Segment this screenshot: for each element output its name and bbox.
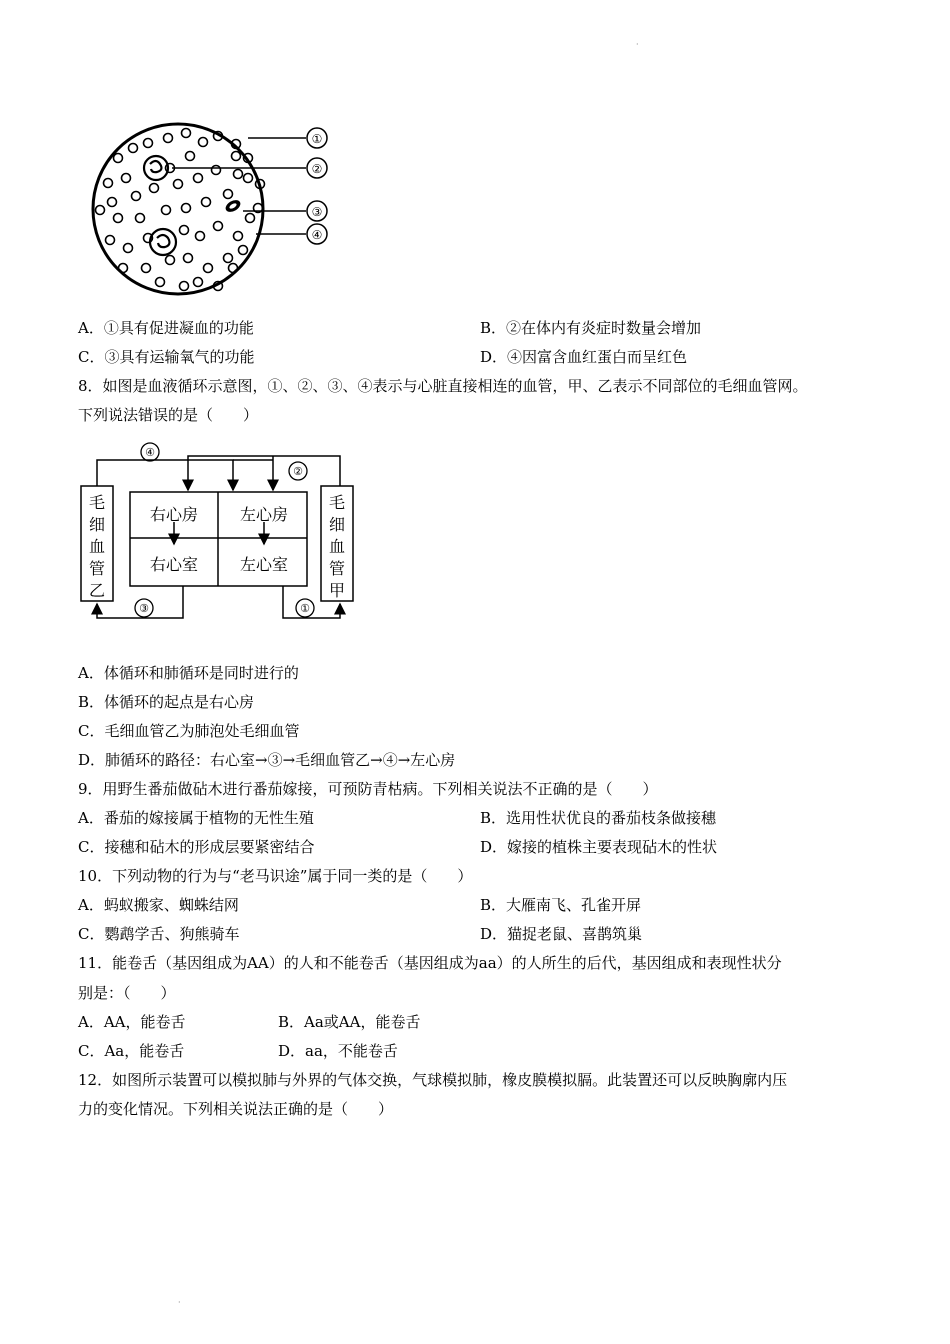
q8-option-a: A．体循环和肺循环是同时进行的 <box>78 664 299 682</box>
capillary-b-char: 乙 <box>88 581 106 600</box>
capillary-b-char: 管 <box>88 559 106 578</box>
q8-option-c: C．毛细血管乙为肺泡处毛细血管 <box>78 722 300 740</box>
q10-option-c: C．鹦鹉学舌、狗熊骑车 <box>78 925 240 943</box>
capillary-b-char: 毛 <box>88 493 106 512</box>
left-ventricle-label: 左心室 <box>239 555 289 574</box>
blood-smear-figure <box>88 118 338 303</box>
vessel-label-4: ④ <box>145 446 155 459</box>
q11-option-a: A．AA，能卷舌 <box>78 1013 186 1031</box>
figure-label-4: ④ <box>311 228 323 242</box>
q7-option-b: B．②在体内有炎症时数量会增加 <box>480 319 702 337</box>
figure-label-1: ① <box>311 132 323 146</box>
q11-stem-line1: 11．能卷舌（基因组成为AA）的人和不能卷舌（基因组成为aa）的人所生的后代，基因组成和表现性状分 <box>78 954 782 972</box>
capillary-a-char: 毛 <box>328 493 346 512</box>
capillary-a-char: 细 <box>328 515 346 534</box>
capillary-a-char: 血 <box>328 537 346 556</box>
vessel-label-3: ③ <box>139 602 149 615</box>
capillary-b-char: 细 <box>88 515 106 534</box>
q7-option-a: A．①具有促进凝血的功能 <box>78 319 254 337</box>
scan-mark: · <box>178 1298 181 1307</box>
q9-option-d: D．嫁接的植株主要表现砧木的性状 <box>480 838 718 856</box>
q7-option-c: C．③具有运输氧气的功能 <box>78 348 255 366</box>
q8-option-b: B．体循环的起点是右心房 <box>78 693 255 711</box>
right-ventricle-label: 右心室 <box>149 555 199 574</box>
q12-stem-line1: 12．如图所示装置可以模拟肺与外界的气体交换，气球模拟肺，橡皮膜模拟膈。此装置还可以反映胸廓内压 <box>78 1071 788 1089</box>
q11-stem-line2: 别是：（ ） <box>78 984 176 1002</box>
q11-option-d: D．aa，不能卷舌 <box>278 1042 398 1060</box>
q8-option-d: D．肺循环的路径：右心室→③→毛细血管乙→④→左心房 <box>78 751 456 769</box>
right-atrium-label: 右心房 <box>149 505 199 524</box>
capillary-a-char: 管 <box>328 559 346 578</box>
q7-option-d: D．④因富含血红蛋白而呈红色 <box>480 348 688 366</box>
scan-mark: · <box>636 40 639 49</box>
q8-stem-line2: 下列说法错误的是（ ） <box>78 406 259 424</box>
q9-stem: 9．用野生番茄做砧木进行番茄嫁接，可预防青枯病。下列相关说法不正确的是（ ） <box>78 780 658 798</box>
capillary-a-char: 甲 <box>328 581 346 600</box>
q8-stem-line1: 8．如图是血液循环示意图，①、②、③、④表示与心脏直接相连的血管，甲、乙表示不同部位的毛细血管网。 <box>78 377 808 395</box>
q10-stem: 10．下列动物的行为与“老马识途”属于同一类的是（ ） <box>78 867 473 885</box>
q10-option-b: B．大雁南飞、孔雀开屏 <box>480 896 642 914</box>
left-atrium-label: 左心房 <box>239 505 289 524</box>
vessel-label-2: ② <box>293 465 303 478</box>
q10-option-d: D．猫捉老鼠、喜鹊筑巢 <box>480 925 643 943</box>
q11-option-c: C．Aa，能卷舌 <box>78 1042 185 1060</box>
vessel-label-1: ① <box>300 602 310 615</box>
figure-label-3: ③ <box>311 205 323 219</box>
q10-option-a: A．蚂蚁搬家、蜘蛛结网 <box>78 896 239 914</box>
q12-stem-line2: 力的变化情况。下列相关说法正确的是（ ） <box>78 1100 394 1118</box>
q9-option-c: C．接穗和砧木的形成层要紧密结合 <box>78 838 315 856</box>
figure-label-2: ② <box>311 162 323 176</box>
q9-option-b: B．选用性状优良的番茄枝条做接穗 <box>480 809 717 827</box>
blood-circulation-diagram <box>78 438 368 628</box>
q9-option-a: A．番茄的嫁接属于植物的无性生殖 <box>78 809 314 827</box>
capillary-b-char: 血 <box>88 537 106 556</box>
q11-option-b: B．Aa或AA，能卷舌 <box>278 1013 421 1031</box>
